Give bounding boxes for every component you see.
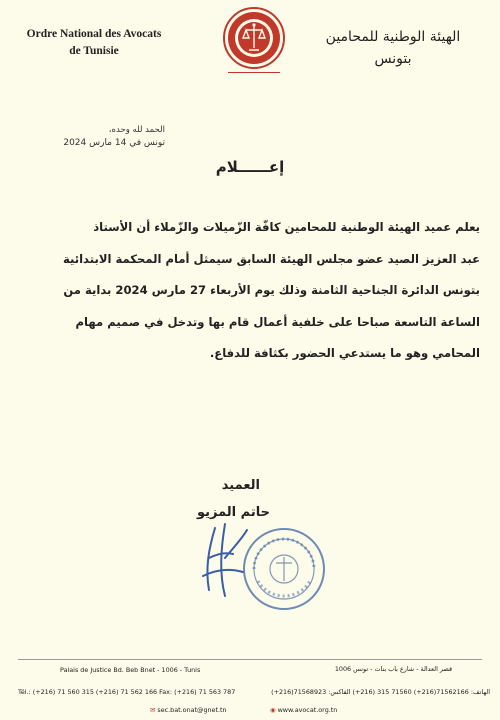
globe-icon: ◉ [270,706,276,714]
date-line-place-date: تونس في 14 مارس 2024 [63,138,165,148]
arabic-org-name [308,26,478,70]
french-org-name-line2: de Tunisie [69,45,119,57]
header-divider [228,72,280,73]
body-line: عبد العزيز الصيد عضو مجلس الهيئة السابق سيمثل أمام المحكمة الابتدائية [62,251,480,266]
date-block [55,124,165,150]
french-org-name [14,26,174,60]
footer-address-arabic: قصر العدالة - شارع باب بنات - تونس 1006 [334,665,452,673]
body-line: يعلم عميد الهيئة الوطنية للمحامين كافّة الزّميلات والزّملاء أن الأستاذ [93,220,480,234]
footer-divider [18,659,482,660]
body-line: الساعة التاسعة صباحا على خلفية أعمال قام بها وتدخل في صميم مهام [75,314,480,329]
bar-association-logo-icon [222,6,286,70]
announcement-body [20,212,480,370]
arabic-org-name-line2: بتونس [374,51,412,67]
date-line-praise: الحمد لله وحده، [108,125,165,135]
french-org-name-line1: Ordre National des Avocats [26,28,162,40]
official-stamp-icon [240,525,328,613]
footer-phones-french: Tél.: (+216) 71 560 315 (+216) 71 562 166 Fax: (+216) 71 563 787 [18,688,236,696]
footer-email-text: sec.bat.onat@gnet.tn [157,706,227,714]
email-icon: ✉ [150,706,156,714]
arabic-org-name-line1: الهيئة الوطنية للمحامين [325,29,461,45]
document-title: إعــــــلام [215,158,285,176]
body-line: بتونس الدائرة الجناحية الثامنة وذلك يوم الأربعاء 27 مارس 2024 بداية من [63,283,480,297]
signatory-role: العميد [221,478,260,493]
body-line: المحامي وهو ما يستدعي الحضور بكثافة للدفاع. [209,346,480,360]
footer-address-french: Palais de Justice Bd. Beb Bnet - 1006 - Tunis [60,666,201,674]
signatory-name: حاتم المزيو [196,505,270,520]
footer-email[interactable] [150,706,227,714]
footer-website[interactable] [270,706,337,714]
footer-website-text: www.avocat.org.tn [277,706,338,714]
footer-phones-arabic: الهاتف: 71562166(216+) 71560 315 (216+) الفاكس: 71568923(216+) [271,688,490,696]
